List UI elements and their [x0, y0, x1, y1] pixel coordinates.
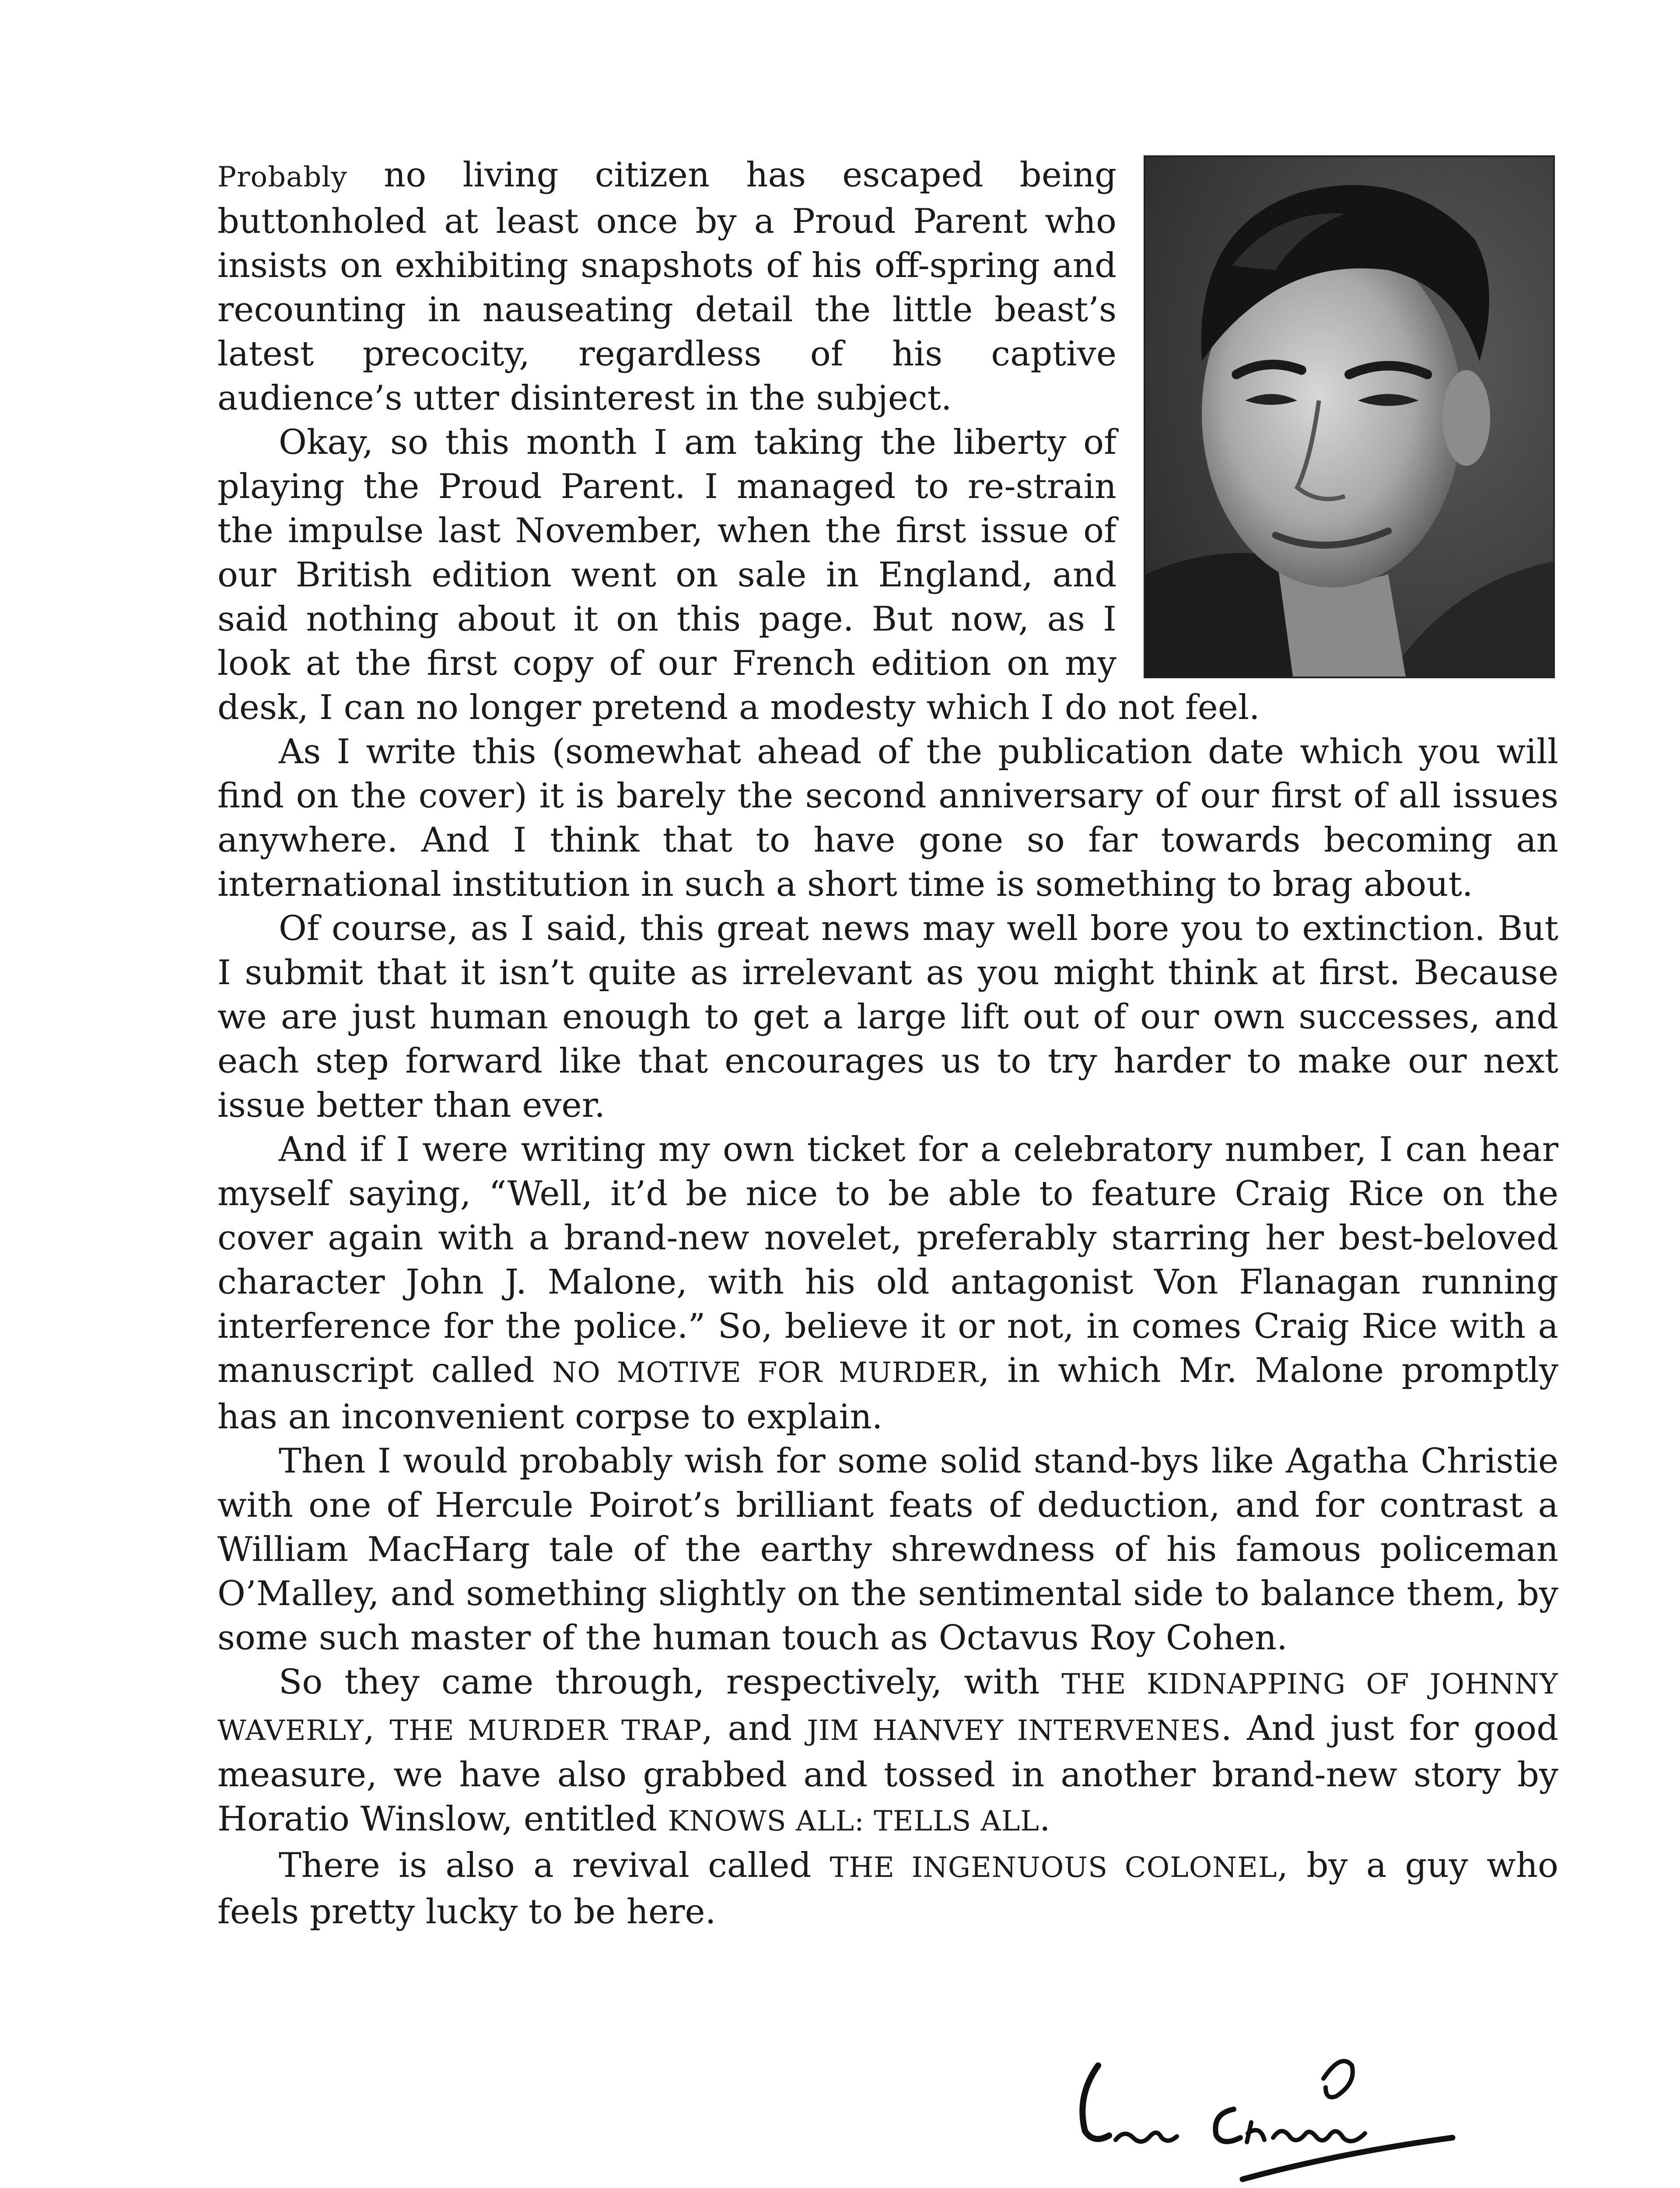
story-title: THE INGENUOUS COLONEL — [830, 1851, 1278, 1884]
story-title: KNOWS ALL: TELLS ALL — [668, 1805, 1040, 1837]
paragraph-text: So they came through, respectively, with — [279, 1662, 1062, 1702]
paragraph-text: And if I were writing my own ticket for a celebratory number, I can hear myself saying, “Well, it’d be nice to be able to feature Craig Rice on the cover again with a brand-new novelet, preferably starring her best-beloved character John J. Malone, with his old antagonist Von Flanagan running interference for the police.” So, believe it or not, in comes Craig Rice with a manuscript called — [217, 1130, 1558, 1390]
portrait-space — [1130, 153, 1558, 674]
paragraph-text: , — [364, 1709, 390, 1748]
paragraph-text: , and — [702, 1709, 807, 1748]
story-title: THE KIDNAPPING OF JOHNNY WAVERLY — [217, 1668, 1558, 1747]
paragraph-4 — [217, 907, 1558, 1128]
paragraph-text: Of course, as I said, this great news may well bore you to extinction. But I submit that it isn’t quite as irrelevant as you might think at first. Because we are just human enough to get a large lift out of our own successes, and each step forward like that encourages us to try harder to make our next issue better than ever. — [217, 909, 1558, 1125]
paragraph-3 — [217, 730, 1558, 907]
paragraph-text: no living citizen has escaped being buttonholed at least once by a Proud Parent who insists on exhibiting snapshots of his off-spring and recounting in nauseating detail the little beast’s latest precocity, regardless of his captive audience’s utter disinterest in the subject. — [217, 155, 1116, 418]
paragraph-text: . And just for good measure, we have also grabbed and tossed in another brand-new story by Horatio Winslow, entitled — [217, 1709, 1558, 1839]
lead-word: Probably — [217, 161, 347, 193]
signature-icon — [1068, 2035, 1461, 2188]
story-title: NO MOTIVE FOR MURDER — [552, 1357, 979, 1389]
story-title: JIM HANVEY INTERVENES — [807, 1715, 1221, 1747]
paragraph-text: There is also a revival called — [279, 1846, 830, 1885]
paragraph-text: Then I would probably wish for some solid stand-bys like Agatha Christie with one of Hercule Poirot’s brilliant feats of deduction, and for contrast a William MacHarg tale of the earthy shrewdness of his famous policeman O’Malley, and something slightly on the sentimental side to balance them, by some such master of the human touch as Octavus Roy Cohen. — [217, 1441, 1558, 1658]
paragraph-6 — [217, 1439, 1558, 1660]
paragraph-text: . — [1039, 1799, 1050, 1839]
editorial-text — [217, 153, 1558, 1934]
paragraph-text: As I write this (somewhat ahead of the publication date which you will find on the cover) it is barely the second anniversary of our first of all issues anywhere. And I think that to have gone so far towards becoming an international institution in such a short time is something to brag about. — [217, 732, 1558, 904]
paragraph-text: , by a guy who feels pretty lucky to be here. — [217, 1846, 1558, 1932]
author-signature — [1068, 2035, 1461, 2188]
paragraph-5 — [217, 1128, 1558, 1439]
paragraph-text: Okay, so this month I am taking the liberty of playing the Proud Parent. I managed to re-strain the impulse last November, when the first issue of our British edition went on sale in England, and said nothing about it on this page. But now, as I look at the first copy of our French edition on my desk, I can no longer pretend a modesty which I do not feel. — [217, 423, 1260, 727]
paragraph-text: , in which Mr. Malone promptly has an inconvenient corpse to explain. — [217, 1351, 1558, 1437]
story-title: THE MURDER TRAP — [389, 1715, 702, 1747]
paragraph-7 — [217, 1660, 1558, 1844]
paragraph-8 — [217, 1844, 1558, 1934]
